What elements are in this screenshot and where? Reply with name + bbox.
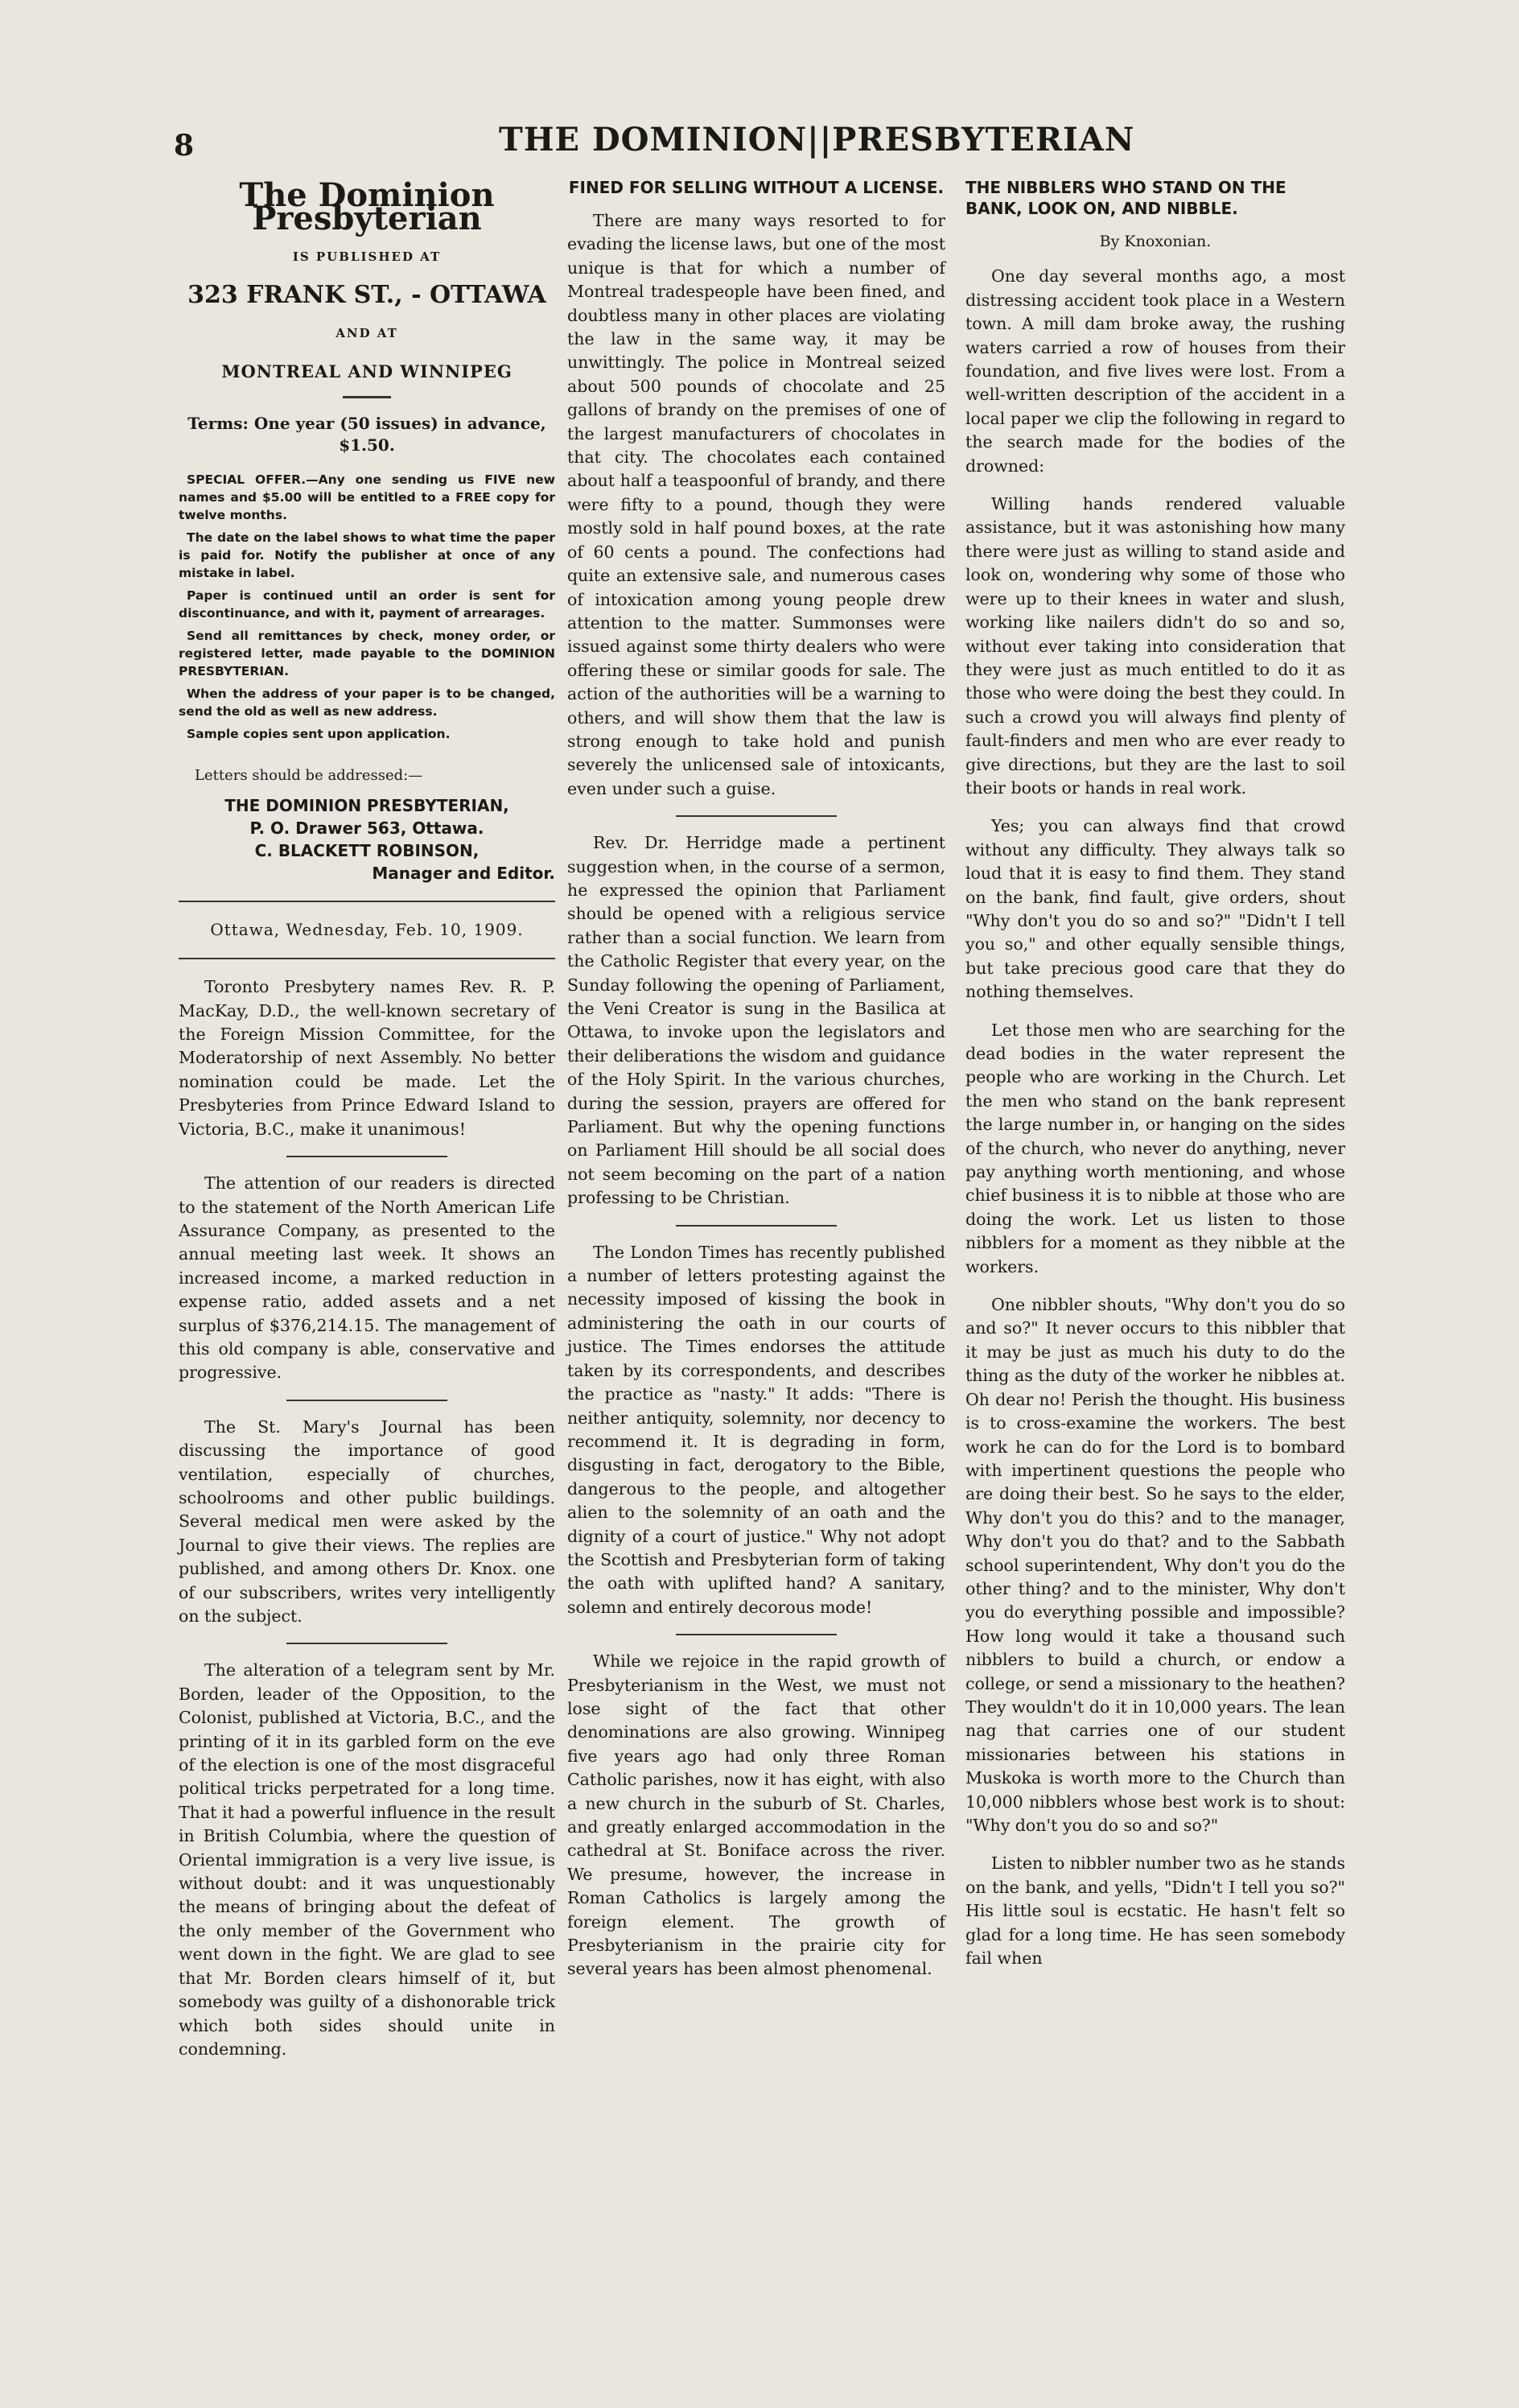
article-paragraph: While we rejoice in the rapid growth of Presbyterianism in the West, we must not lose sight of the fact that other denominations are also growing. Winnipeg five years ago had only three Roman Catholic parishes, now it has eight, with also a new church in the suburb of St. Charles, and greatly enlarged accommodation in the cathedral at St. Boniface across the river. We presume, however, the increase in Roman Catholics is largely among the foreign element. The growth of Presbyterianism in the prairie city for several years has been almost phenomenal.	[567, 1651, 945, 1979]
article-paragraph: Rev. Dr. Herridge made a pertinent suggestion when, in the course of a sermon, he expressed the opinion that Parliament should be opened with a religious service rather than a social function. We learn from the Catholic Register that every year, on the Sunday following the opening of Parliament, the Veni Creator is sung in the Basilica at Ottawa, to invoke upon the legislators and their deliberations the wisdom and guidance of the Holy Spirit. In the various churches, during the session, prayers are offered for Parliament. But why the opening functions on Parliament Hill should be all social does not seem becoming on the part of a nation professing to be Christian.	[567, 833, 945, 1208]
po-box: P. O. Drawer 563, Ottawa.	[249, 818, 484, 838]
notice: The date on the label shows to what time the paper is paid for. Notify the publisher at once of any mistake in label.	[179, 530, 555, 581]
manager-name: C. BLACKETT ROBINSON,	[254, 840, 480, 860]
page-number: 8	[174, 129, 195, 163]
manager-title: Manager and Editor.	[372, 863, 555, 883]
editorial-paragraph: Toronto Presbytery names Rev. R. P. MacKay, D.D., the well-known secretary of the Foreign Mission Committee, for the Moderatorship of next Assembly. No better nomination could be made. Let the Presbyteries from Prince Edward Island to Victoria, B.C., make it unanimous!	[179, 977, 555, 1139]
and-at: AND AT	[335, 325, 398, 340]
column-3	[965, 177, 1345, 1970]
notice: Sample copies sent upon application.	[187, 727, 451, 742]
letters-intro: Letters should be addressed:—	[195, 767, 423, 785]
column-2	[567, 177, 945, 1981]
divider	[343, 396, 391, 398]
divider	[179, 958, 555, 959]
article-paragraph: Let those men who are searching for the dead bodies in the water represent the people who are working in the Church. Let the men who stand on the bank represent the large number in, or hanging on the sides of the church, who never do anything, never pay anything worth mentioning, and whose chief business it is to nibble at those who are doing the work. Let us listen to those nibblers for a moment as they nibble at the workers.	[965, 1020, 1345, 1276]
editorial-paragraph: The alteration of a telegram sent by Mr. Borden, leader of the Opposition, to the Colonist, published at Victoria, B.C., and the printing of it in its garbled form on the eve of the election is one of the most disgraceful political tricks perpetrated for a long time. That it had a powerful influence in the result in British Columbia, where the question of Oriental immigration is a very live issue, is without doubt: and it was unquestionably the means of bringing about the defeat of the only member of the Government who went down in the fight. We are glad to see that Mr. Borden clears himself of it, but somebody was guilty of a dishonorable trick which both sides should unite in condemning.	[179, 1660, 555, 2059]
article-heading: FINED FOR SELLING WITHOUT A LICENSE.	[568, 178, 945, 197]
divider	[676, 815, 837, 817]
byline: By Knoxonian.	[1099, 233, 1212, 250]
article-paragraph: One day several months ago, a most distressing accident took place in a Western town. A mill dam broke away, the rushing waters carried a row of houses from their foundation, and five lives were lost. From a well-written description of the accident in a local paper we clip the following in regard to the search made for the bodies of the drowned:	[965, 266, 1345, 476]
notice: When the address of your paper is to be changed, send the old as well as new address.	[179, 687, 555, 720]
article-paragraph: One nibbler shouts, "Why don't you do so and so?" It never occurs to this nibbler that it may be just as much his duty to do the thing as the duty of the worker he nibbles at. Oh dear no! Perish the thought. His business is to cross-examine the workers. The best work he can do for the Lord is to bombard with impertinent questions the people who are doing their best. So he says to the elder, Why don't you do this? and to the manager, Why don't you do that? and to the Sabbath school superintendent, Why don't you do the other thing? and to the minister, Why don't you do everything possible and impossible? How long would it take a thousand such nibblers to build a church, or endow a college, or send a missionary to the heathen? They wouldn't do it in 10,000 years. The lean nag that carries one of our student missionaries between his stations in Muskoka is worth more to the Church than 10,000 nibblers whose best work is to shout: "Why don't you do so and so?"	[965, 1295, 1346, 1835]
published-at: IS PUBLISHED AT	[292, 249, 442, 264]
article-paragraph: Listen to nibbler number two as he stands on the bank, and yells, "Didn't I tell you so?" His little soul is ecstatic. He hasn't felt so glad for a long time. He has seen somebody fail when	[965, 1853, 1345, 1969]
subscription-terms: Terms: One year (50 issues) in advance, $1.50.	[187, 414, 546, 456]
editorial-paragraph: The St. Mary's Journal has been discussing the importance of good ventilation, especially of churches, schoolrooms and other public buildings. Several medical men were asked by the Journal to give their views. The replies are published, and among others Dr. Knox. one of our subscribers, writes very intelligently on the subject.	[179, 1416, 555, 1626]
article-paragraph: There are many ways resorted to for evading the license laws, but one of the most unique is that for which a number of Montreal tradespeople have been fined, and doubtless many in other places are violating the law in the same way, it may be unwittingly. The police in Montreal seized about 500 pounds of chocolate and 25 gallons of brandy on the premises of one of the largest manufacturers of chocolates in that city. The chocolates each contained about half a teaspoonful of brandy, and there were fifty to a pound, though they were mostly sold in half pound boxes, at the rate of 60 cents a pound. The confections had quite an extensive sale, and numerous cases of intoxication among young people drew attention to the matter. Summonses were issued against some thirty dealers who were offering these or similar goods for sale. The action of the authorities will be a warning to others, and will show them that the law is strong enough to take hold and punish severely the unlicensed sale of intoxicants, even under such a guise.	[567, 211, 945, 798]
editorial-paragraph: The attention of our readers is directed to the statement of the North American Life Assurance Company, as presented to the annual meeting last week. It shows an increased income, a marked reduction in expense ratio, added assets and a net surplus of $376,214.15. The management of this old company is able, conservative and progressive.	[179, 1173, 555, 1383]
column-1	[179, 177, 555, 2061]
notice: Send all remittances by check, money order, or registered letter, made payable to the DOMINION PRESBYTERIAN.	[179, 629, 555, 679]
divider	[286, 1643, 447, 1644]
article-paragraph: Yes; you can always find that crowd without any difficulty. They always talk so loud that it is easy to find them. They stand on the bank, find fault, give orders, shout "Why don't you do so and so?" "Didn't I tell you so," and other equally sensible things, but take precious good care that they do nothing themselves.	[965, 816, 1345, 1002]
publisher-address: 323 FRANK ST., - OTTAWA	[187, 281, 546, 310]
letters-to: THE DOMINION PRESBYTERIAN,	[224, 795, 509, 815]
divider	[286, 1400, 447, 1401]
divider	[676, 1634, 837, 1635]
divider	[286, 1156, 447, 1157]
article-paragraph: The London Times has recently published a number of letters protesting against the necessity imposed of kissing the book in administering the oath in our courts of justice. The Times endorses the attitude taken by its correspondents, and describes the practice as "nasty." It adds: "There is neither antiquity, solemnity, nor decency to recommend it. It is degrading in form, disgusting in fact, derogatory to the Bible, dangerous to the people, and altogether alien to the solemnity of an oath and the dignity of a court of justice." Why not adopt the Scottish and Presbyterian form of taking the oath with uplifted hand? A sanitary, solemn and entirely decorous mode!	[567, 1242, 945, 1617]
divider	[676, 1225, 837, 1227]
masthead: The Dominion Presbyterian	[239, 176, 495, 238]
publisher-cities: MONTREAL AND WINNIPEG	[221, 361, 513, 382]
running-head: THE DOMINION||PRESBYTERIAN	[499, 121, 1135, 159]
divider	[179, 901, 555, 902]
notice: SPECIAL OFFER.—Any one sending us FIVE new names and $5.00 will be entitled to a FREE copy for twelve months.	[179, 472, 555, 523]
article-paragraph: Willing hands rendered valuable assistance, but it was astonishing how many there were just as willing to stand aside and look on, wondering why some of those who were up to their knees in water and slush, working like nailers didn't do so and so, without ever taking into consideration that they were just as much entitled to do it as those who were doing the best they could. In such a crowd you will always find plenty of fault-finders and men who are ever ready to give directions, but they are the last to soil their boots or hands in real work.	[965, 494, 1345, 798]
notice: Paper is continued until an order is sent for discontinuance, and with it, payment of arrearages.	[179, 588, 555, 621]
dateline: Ottawa, Wednesday, Feb. 10, 1909.	[210, 919, 524, 939]
article-heading: THE NIBBLERS WHO STAND ON THE BANK, LOOK ON, AND NIBBLE.	[965, 178, 1286, 218]
